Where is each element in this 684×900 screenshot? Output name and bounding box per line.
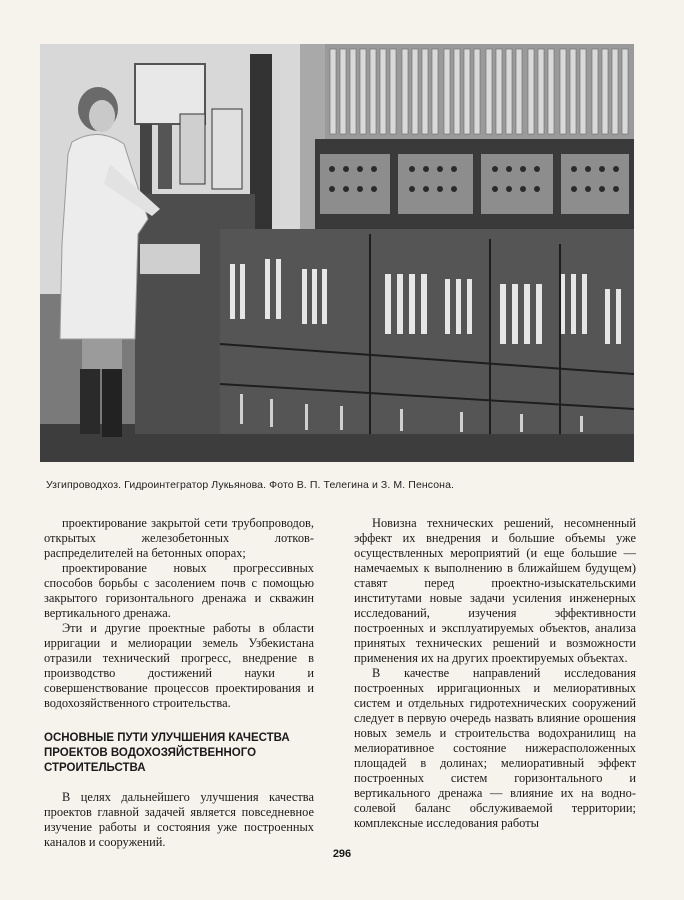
right-paragraph: Новизна технических решений, несомненный эффект их внедрения и большие объемы уже осуществленных мероприятий (и еще большие — намечаемых к выполнению в ближайшем будущем) ставят перед проектно-изыскательскими институтами новые задачи усиления инженерных исследований, изучения эффективности построенных и эксплуатируемых объектов, анализа принятых технических решений и возможности применения их на других проектируемых объектах. — [354, 516, 636, 665]
section-heading: ОСНОВНЫЕ ПУТИ УЛУЧШЕНИЯ КАЧЕСТВА ПРОЕКТОВ ВОДОХОЗЯЙСТВЕННОГО СТРОИТЕЛЬСТВА — [44, 732, 290, 774]
page-number: 296 — [332, 848, 352, 860]
hydrointegrator-photo-image — [40, 44, 634, 462]
left-paragraph: проектирование новых прогрессивных способов борьбы с засолением почв с помощью закрытого горизонтального дренажа и скважин вертикального дренажа. — [44, 561, 314, 620]
left-paragraph: В целях дальнейшего улучшения качества проектов главной задачей является повседневное изучение работы и состояния уже построенных каналов и сооружений. — [44, 790, 314, 849]
left-column — [44, 516, 314, 850]
right-paragraph: В качестве направлений исследования построенных ирригационных и мелиоративных систем и отдельных гидротехнических сооружений следует в первую очередь назвать влияние орошения новых земель и строительства водохранилищ на мелиоративное состояние нижерасположенных площадей в долинах; мелиоративный эффект построенных систем горизонтального и вертикального дренажа — влияние их на водно-солевой баланс обслуживаемой территории; комплексные исследования работы — [354, 666, 636, 830]
left-paragraph: проектирование закрытой сети трубопроводов, открытых железобетонных лотков-распределителей на бетонных опорах; — [44, 516, 314, 560]
photo-caption: Узгипроводхоз. Гидроинтегратор Лукьянова. Фото В. П. Телегина и З. М. Пенсона. — [46, 479, 455, 491]
right-column — [354, 516, 636, 831]
left-paragraph: Эти и другие проектные работы в области ирригации и мелиорации земель Узбекистана отразили технический прогресс, внедрение в производство достижений науки и совершенствование процессов проектирования и водохозяйственного строительства. — [44, 621, 314, 710]
photograph — [40, 44, 634, 462]
